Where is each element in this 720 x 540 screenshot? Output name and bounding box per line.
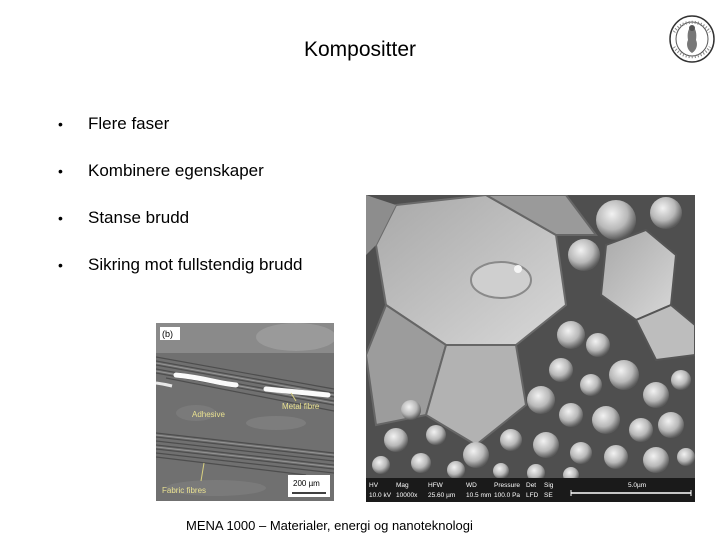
university-seal-logo (668, 14, 716, 64)
bullet-marker: • (58, 257, 63, 273)
bullet-marker: • (58, 210, 63, 226)
sem-info-bar (366, 478, 695, 502)
sem-header: HFW (428, 482, 443, 489)
bullet-text: Flere faser (88, 114, 170, 133)
sem-micrograph (366, 195, 695, 502)
bullet-marker: • (58, 163, 63, 179)
sem-value: LFD (526, 492, 539, 499)
fibre-scale-label: 200 µm (293, 479, 320, 488)
sem-header: Det (526, 482, 537, 489)
metal-fibre-label: Metal fibre (282, 402, 320, 411)
sem-value: 10.0 kV (369, 492, 392, 499)
sem-value: 25.60 µm (428, 492, 456, 499)
bullet-text: Sikring mot fullstendig brudd (88, 255, 303, 274)
adhesive-label: Adhesive (192, 410, 225, 419)
panel-label: (b) (162, 329, 173, 339)
bullet-text: Stanse brudd (88, 208, 190, 227)
fibre-micrograph (156, 323, 334, 501)
bullet-text: Kombinere egenskaper (88, 161, 264, 180)
bullet-marker: • (58, 116, 63, 132)
sem-header: Mag (396, 482, 409, 489)
sem-value: 10000x (396, 492, 418, 499)
sem-value: SE (544, 492, 553, 499)
sem-header: HV (369, 482, 379, 489)
sem-texture (366, 195, 695, 502)
sem-header: WD (466, 482, 477, 489)
sem-header: Pressure (494, 482, 521, 489)
sem-value: 10.5 mm (466, 492, 492, 499)
sem-header: Sig (544, 482, 554, 489)
footer-text: MENA 1000 – Materialer, energi og nanoteknologi (186, 518, 473, 533)
sem-value: 100.0 Pa (494, 492, 521, 499)
fibre-texture (156, 323, 334, 501)
sem-scale-label: 5.0µm (628, 482, 647, 489)
slide-title: Kompositter (303, 38, 417, 61)
fabric-fibres-label: Fabric fibres (162, 486, 207, 495)
